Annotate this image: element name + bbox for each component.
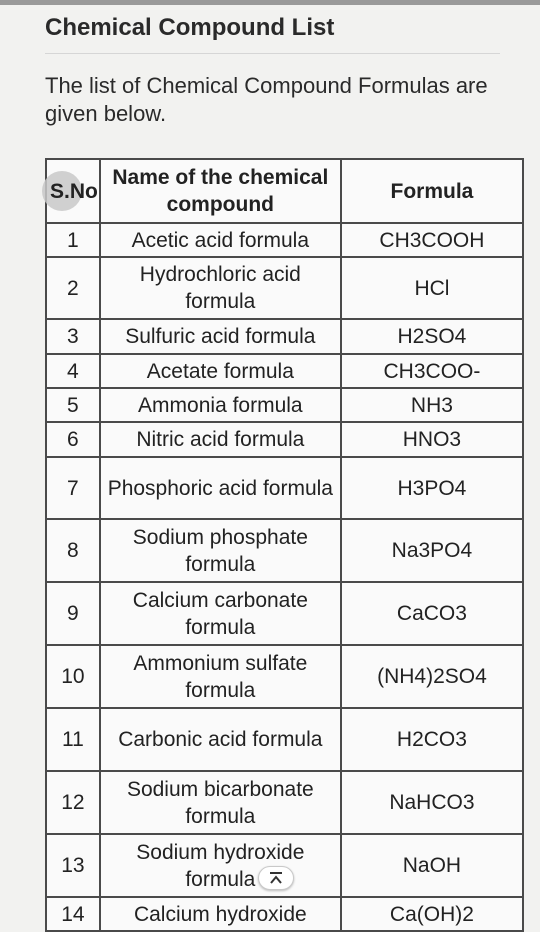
cell-formula: NH3 [341, 388, 523, 422]
cell-compound-name: Sodium phosphate formula [100, 519, 341, 582]
table-row [46, 645, 523, 708]
cell-formula: H2CO3 [341, 708, 523, 771]
cell-formula: Ca(OH)2 [341, 897, 523, 931]
cell-sno: 7 [46, 457, 100, 519]
top-bar [0, 0, 540, 5]
table-row [46, 388, 523, 422]
table-row [46, 457, 523, 519]
chevron-up-icon [268, 871, 284, 885]
table-row [46, 223, 523, 257]
table-row [46, 319, 523, 354]
cell-sno: 12 [46, 771, 100, 834]
cell-formula: CH3COOH [341, 223, 523, 257]
cell-sno: 5 [46, 388, 100, 422]
intro-text: The list of Chemical Compound Formulas are given below. [45, 73, 488, 126]
cell-formula: Na3PO4 [341, 519, 523, 582]
cell-compound-name: Acetate formula [100, 354, 341, 388]
table-row [46, 771, 523, 834]
cell-sno: 6 [46, 422, 100, 457]
table-row [46, 422, 523, 457]
table-row [46, 708, 523, 771]
table-row [46, 257, 523, 319]
cell-compound-name: Phosphoric acid formula [100, 457, 341, 519]
cell-compound-name: Carbonic acid formula [100, 708, 341, 771]
cell-sno: 4 [46, 354, 100, 388]
cell-formula: CaCO3 [341, 582, 523, 645]
header-formula: Formula [341, 159, 523, 223]
table-header-row [46, 159, 523, 223]
cell-sno: 10 [46, 645, 100, 708]
cell-compound-name: Nitric acid formula [100, 422, 341, 457]
cell-compound-name: Calcium carbonate formula [100, 582, 341, 645]
cell-compound-name: Acetic acid formula [100, 223, 341, 257]
cell-sno: 11 [46, 708, 100, 771]
cell-compound-name: Calcium hydroxide [100, 897, 341, 931]
cell-sno: 8 [46, 519, 100, 582]
cell-sno: 2 [46, 257, 100, 319]
scroll-to-top-button[interactable] [258, 866, 294, 890]
cell-sno: 1 [46, 223, 100, 257]
header-name: Name of the chemical compound [100, 159, 341, 223]
cell-sno: 9 [46, 582, 100, 645]
cell-formula: HCl [341, 257, 523, 319]
cell-formula: (NH4)2SO4 [341, 645, 523, 708]
table-row [46, 582, 523, 645]
table-row [46, 519, 523, 582]
header-sno [46, 159, 100, 223]
cell-formula: NaOH [341, 834, 523, 897]
cell-formula: H3PO4 [341, 457, 523, 519]
cell-compound-name: Hydrochloric acid formula [100, 257, 341, 319]
cell-compound-name: Ammonia formula [100, 388, 341, 422]
title-divider [45, 53, 500, 54]
table-row [46, 897, 523, 931]
page-title: Chemical Compound List [45, 14, 335, 41]
table-row [46, 354, 523, 388]
header-sno-label: S.No [50, 179, 98, 203]
cell-compound-name: Sulfuric acid formula [100, 319, 341, 354]
cell-formula: CH3COO- [341, 354, 523, 388]
compound-table [45, 158, 524, 932]
cell-formula: H2SO4 [341, 319, 523, 354]
cell-sno: 3 [46, 319, 100, 354]
cell-compound-name: Sodium hydroxide formula [100, 834, 341, 897]
cell-formula: NaHCO3 [341, 771, 523, 834]
cell-compound-name: Sodium bicarbonate formula [100, 771, 341, 834]
cell-sno: 13 [46, 834, 100, 897]
cell-formula: HNO3 [341, 422, 523, 457]
cell-compound-name: Ammonium sulfate formula [100, 645, 341, 708]
cell-sno: 14 [46, 897, 100, 931]
